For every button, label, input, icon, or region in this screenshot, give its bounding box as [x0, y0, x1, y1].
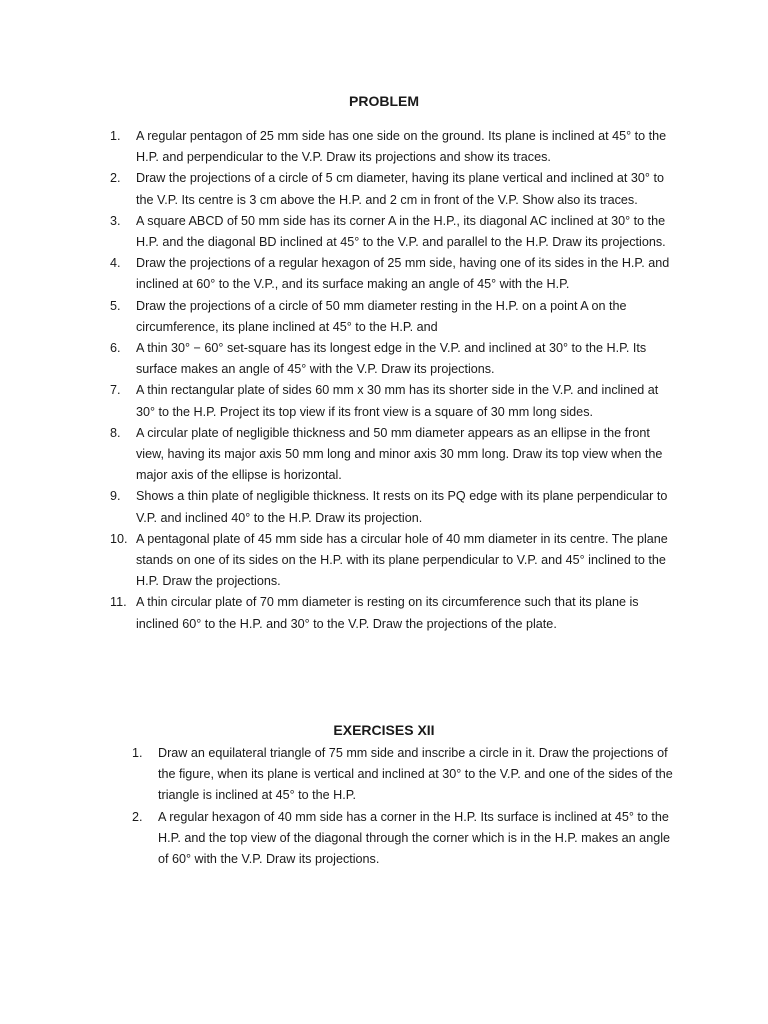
- item-number: 7.: [110, 383, 121, 398]
- item-text: Draw the projections of a regular hexagon of 25 mm side, having one of its sides in the H.P. and inclined at 60° to the V.P., and its surface making an angle of 45° with the H.P.: [136, 256, 670, 292]
- item-number: 2.: [132, 809, 143, 824]
- list-item: [110, 296, 680, 338]
- item-number: 1.: [110, 129, 121, 143]
- exercises-heading: EXERCISES XII: [333, 722, 435, 738]
- item-text: Draw the projections of a circle of 50 mm diameter resting in the H.P. on a point A on the circumference, its plane inclined at 45° to the H.P. and: [136, 298, 627, 334]
- item-number: 6.: [110, 341, 121, 356]
- exercise-list: [132, 743, 682, 870]
- item-number: 5.: [110, 298, 121, 313]
- item-text: A circular plate of negligible thickness and 50 mm diameter appears as an ellipse in the front view, having its major axis 50 mm long and minor axis 30 mm long. Draw its top view when the major axis of the ellipse is horizontal.: [136, 425, 663, 483]
- list-item: [110, 486, 680, 528]
- item-number: 9.: [110, 489, 121, 504]
- list-item: [110, 168, 680, 210]
- item-text: A thin 30° − 60° set-square has its longest edge in the V.P. and inclined at 30° to the H.P. Its surface makes an angle of 45° with the V.P. Draw its projections.: [136, 341, 647, 377]
- item-number: 4.: [110, 256, 121, 271]
- list-item: [110, 529, 680, 593]
- list-item: [110, 380, 680, 422]
- item-number: 10.: [110, 531, 128, 546]
- problem-list: [110, 126, 680, 635]
- item-number: 2.: [110, 171, 121, 186]
- item-text: A pentagonal plate of 45 mm side has a circular hole of 40 mm diameter in its centre. The plane stands on one of its sides on the H.P. with its plane perpendicular to V.P. and 45° inclined to the H.P. Draw the projections.: [136, 531, 668, 589]
- item-text: A square ABCD of 50 mm side has its corner A in the H.P., its diagonal AC inclined at 30° to the H.P. and the diagonal BD inclined at 45° to the V.P. and parallel to the H.P. Draw its projections.: [136, 213, 666, 250]
- item-text: A regular pentagon of 25 mm side has one side on the ground. Its plane is inclined at 45° to the H.P. and perpendicular to the V.P. Draw its projections and show its traces.: [136, 129, 667, 165]
- item-text: Shows a thin plate of negligible thickness. It rests on its PQ edge with its plane perpendicular to V.P. and inclined 40° to the H.P. Draw its projection.: [136, 489, 668, 525]
- list-item: [110, 253, 680, 295]
- list-item: [110, 338, 680, 380]
- list-item: [110, 126, 680, 168]
- item-number: 8.: [110, 425, 121, 440]
- problem-heading: PROBLEM: [349, 93, 419, 109]
- item-number: 1.: [132, 746, 143, 760]
- item-text: A thin rectangular plate of sides 60 mm x 30 mm has its shorter side in the V.P. and inclined at 30° to the H.P. Project its top view if its front view is a square of 30 mm long sides.: [136, 383, 659, 419]
- list-item: [110, 211, 680, 253]
- item-number: 11.: [110, 595, 127, 610]
- item-text: A thin circular plate of 70 mm diameter is resting on its circumference such that its plane is inclined 60° to the H.P. and 30° to the V.P. Draw the projections of the plate.: [136, 595, 639, 631]
- list-item: [110, 592, 680, 634]
- item-text: A regular hexagon of 40 mm side has a corner in the H.P. Its surface is inclined at 45° to the H.P. and the top view of the diagonal through the corner which is in the H.P. makes an angle of 60° with the V.P. Draw its projections.: [158, 809, 671, 867]
- item-text: Draw an equilateral triangle of 75 mm side and inscribe a circle in it. Draw the projections of the figure, when its plane is vertical and inclined at 30° to the V.P. and one of the sides of the triangle is inclined at 45° to the H.P.: [158, 746, 673, 803]
- list-item: [110, 423, 680, 487]
- list-item: [132, 807, 682, 871]
- item-number: 3.: [110, 213, 121, 228]
- list-item: [132, 743, 682, 807]
- item-text: Draw the projections of a circle of 5 cm diameter, having its plane vertical and inclined at 30° to the V.P. Its centre is 3 cm above the H.P. and 2 cm in front of the V.P. Show also its traces.: [136, 171, 664, 207]
